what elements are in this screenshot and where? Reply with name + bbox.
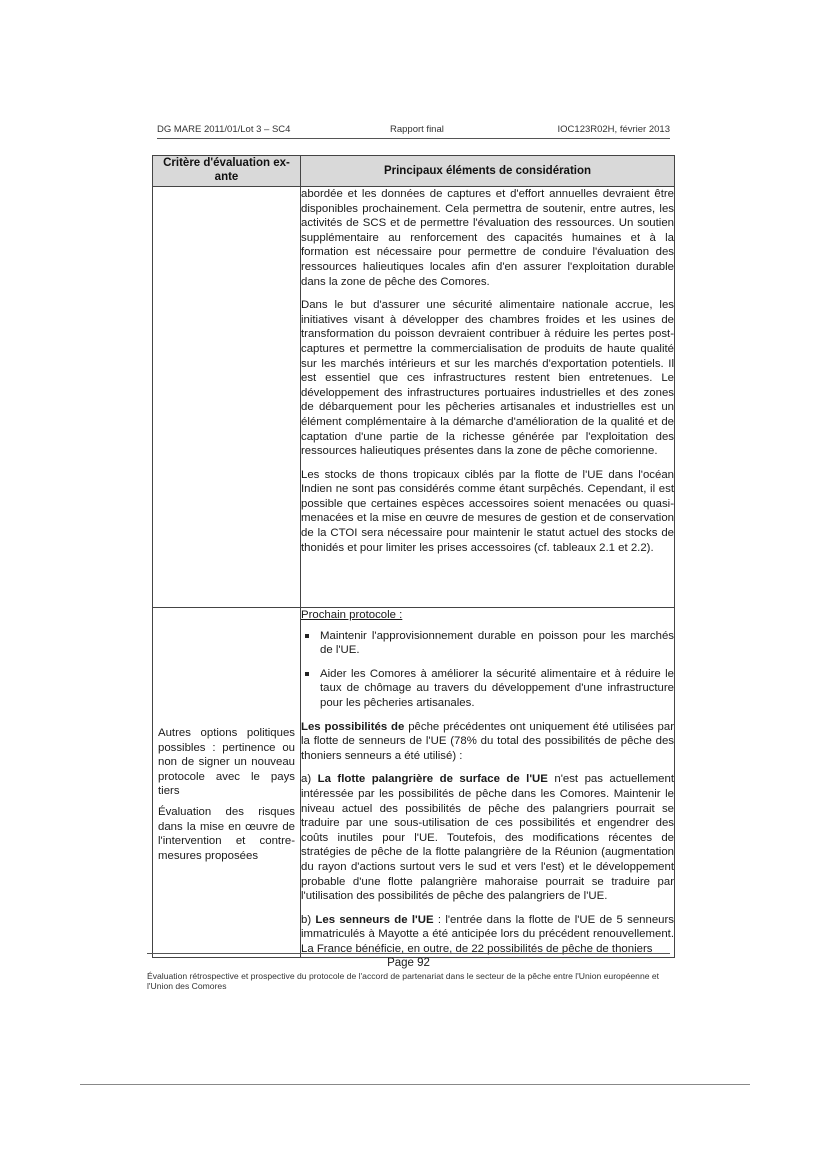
- bold-text: Les senneurs de l'UE: [315, 913, 434, 926]
- text: pêche précédentes ont uniquement été utilisées par la flotte de senneurs de l'UE (78% du total des possibilités de pêche des thoniers senneurs a été utilisé) :: [301, 720, 674, 762]
- bold-text: La flotte palangrière de surface de l'UE: [317, 773, 548, 786]
- text: b): [301, 913, 316, 926]
- list-item: Aider les Comores à améliorer la sécurité alimentaire et à réduire le taux de chômage au travers du développement d'une infrastructure pour les pêcheries artisanales.: [301, 667, 674, 711]
- footer-text: Évaluation rétrospective et prospective du protocole de l'accord de partenariat dans le secteur de la pêche entre l'Union européenne et l'Union des Comores: [147, 971, 660, 991]
- bottom-divider: [80, 1084, 750, 1085]
- page-number: Page 92: [387, 957, 430, 969]
- evaluation-table: [152, 155, 675, 958]
- row2-right-cell: [301, 608, 675, 958]
- paragraph: Dans le but d'assurer une sécurité alimentaire nationale accrue, les initiatives visant à développer des chambres froides et les usines de transformation du poisson devraient contribuer à réduire les pertes post-captures et permettre la commercialisation de produits de haute qualité sur les marchés intérieurs et sur les marchés d'exportation potentiels. Il est essentiel que ces infrastructures restent bien entretenues. Le développement des infrastructures portuaires industrielles et des zones de débarquement pour les pêcheries artisanales et industrielles est un élément complémentaire à la démarche d'amélioration de la qualité et de captation d'une partie de la richesse générée par l'exploitation des ressources halieutiques présentes dans la zone de pêche comorienne.: [301, 299, 674, 458]
- header-right: IOC123R02H, février 2013: [557, 124, 670, 135]
- header-left: DG MARE 2011/01/Lot 3 – SC4: [157, 124, 291, 135]
- text: n'est pas actuellement intéressée par les possibilités de pêche dans les Comores. Maintenir le niveau actuel des possibilités de pêche des palangriers pourrait se traduire par une sous-utilisation de ces possibilités et engendrer des coûts inutiles pour l'UE. Toutefois, des modifications récentes de stratégies de pêche de la flotte palangrière de la Réunion (augmentation du rayon d'actions surtout vers le sud et vers l'est) et le développement probable d'une flotte palangrière mahoraise pourrait se traduire par l'utilisation des possibilités de pêche des palangriers de l'UE.: [301, 773, 674, 903]
- row1-left-cell: [153, 187, 301, 608]
- bold-text: Les possibilités de: [301, 720, 405, 733]
- page-footer: [147, 953, 670, 991]
- text: : l'entrée dans la flotte de l'UE de 5 senneurs immatriculés à Mayotte a été anticipée lors du précédent renouvellement. La France bénéficie, en outre, de 22 possibilités de pêche de thoniers: [301, 913, 674, 955]
- column-header-criteria: Critère d'évaluation ex-ante: [153, 156, 301, 187]
- page-header: [157, 124, 670, 139]
- paragraph-possibilities: [301, 720, 674, 764]
- paragraph-longliners: [301, 772, 674, 903]
- paragraph: abordée et les données de captures et d'effort annuelles devraient être disponibles prochainement. Cela permettra de soutenir, entre autres, les activités de SCS et de permettre l'évaluation des ressources. Un soutien supplémentaire au renforcement des capacités humaines et à la formation est nécessaire pour permettre de conduire l'évaluation des ressources halieutiques locales afin d'en assurer l'exploitation durable dans la zone de pêche des Comores.: [301, 188, 674, 288]
- paragraph: Les stocks de thons tropicaux ciblés par la flotte de l'UE dans l'océan Indien ne sont pas considérés comme étant surpêchés. Cependant, il est possible que certaines espèces accessoires soient menacées ou quasi-menacées et la mise en œuvre de mesures de gestion et de conservation de la CTOI sera nécessaire pour maintenir le statut actuel des stocks de thonidés et pour limiter les prises accessoires (cf. tableaux 2.1 et 2.2).: [301, 468, 674, 554]
- text: a): [301, 773, 318, 786]
- column-header-elements: Principaux éléments de considération: [301, 156, 675, 187]
- left-criterion-options: Autres options politiques possibles : pertinence ou non de signer un nouveau protocole avec le pays tiers: [158, 727, 295, 798]
- paragraph-seiners: [301, 913, 674, 957]
- row1-right-cell: [301, 187, 675, 608]
- left-criterion-risks: Évaluation des risques dans la mise en œuvre de l'intervention et contre-mesures proposées: [158, 806, 295, 862]
- row2-left-cell: [153, 608, 301, 958]
- bullet-list: [301, 629, 674, 711]
- table-header-row: [153, 156, 675, 187]
- table-row: [153, 608, 675, 958]
- footer-divider: [147, 953, 670, 954]
- subheading-next-protocol: Prochain protocole :: [301, 609, 403, 621]
- table-row: [153, 187, 675, 608]
- list-item: Maintenir l'approvisionnement durable en poisson pour les marchés de l'UE.: [301, 629, 674, 658]
- header-center: Rapport final: [390, 124, 444, 135]
